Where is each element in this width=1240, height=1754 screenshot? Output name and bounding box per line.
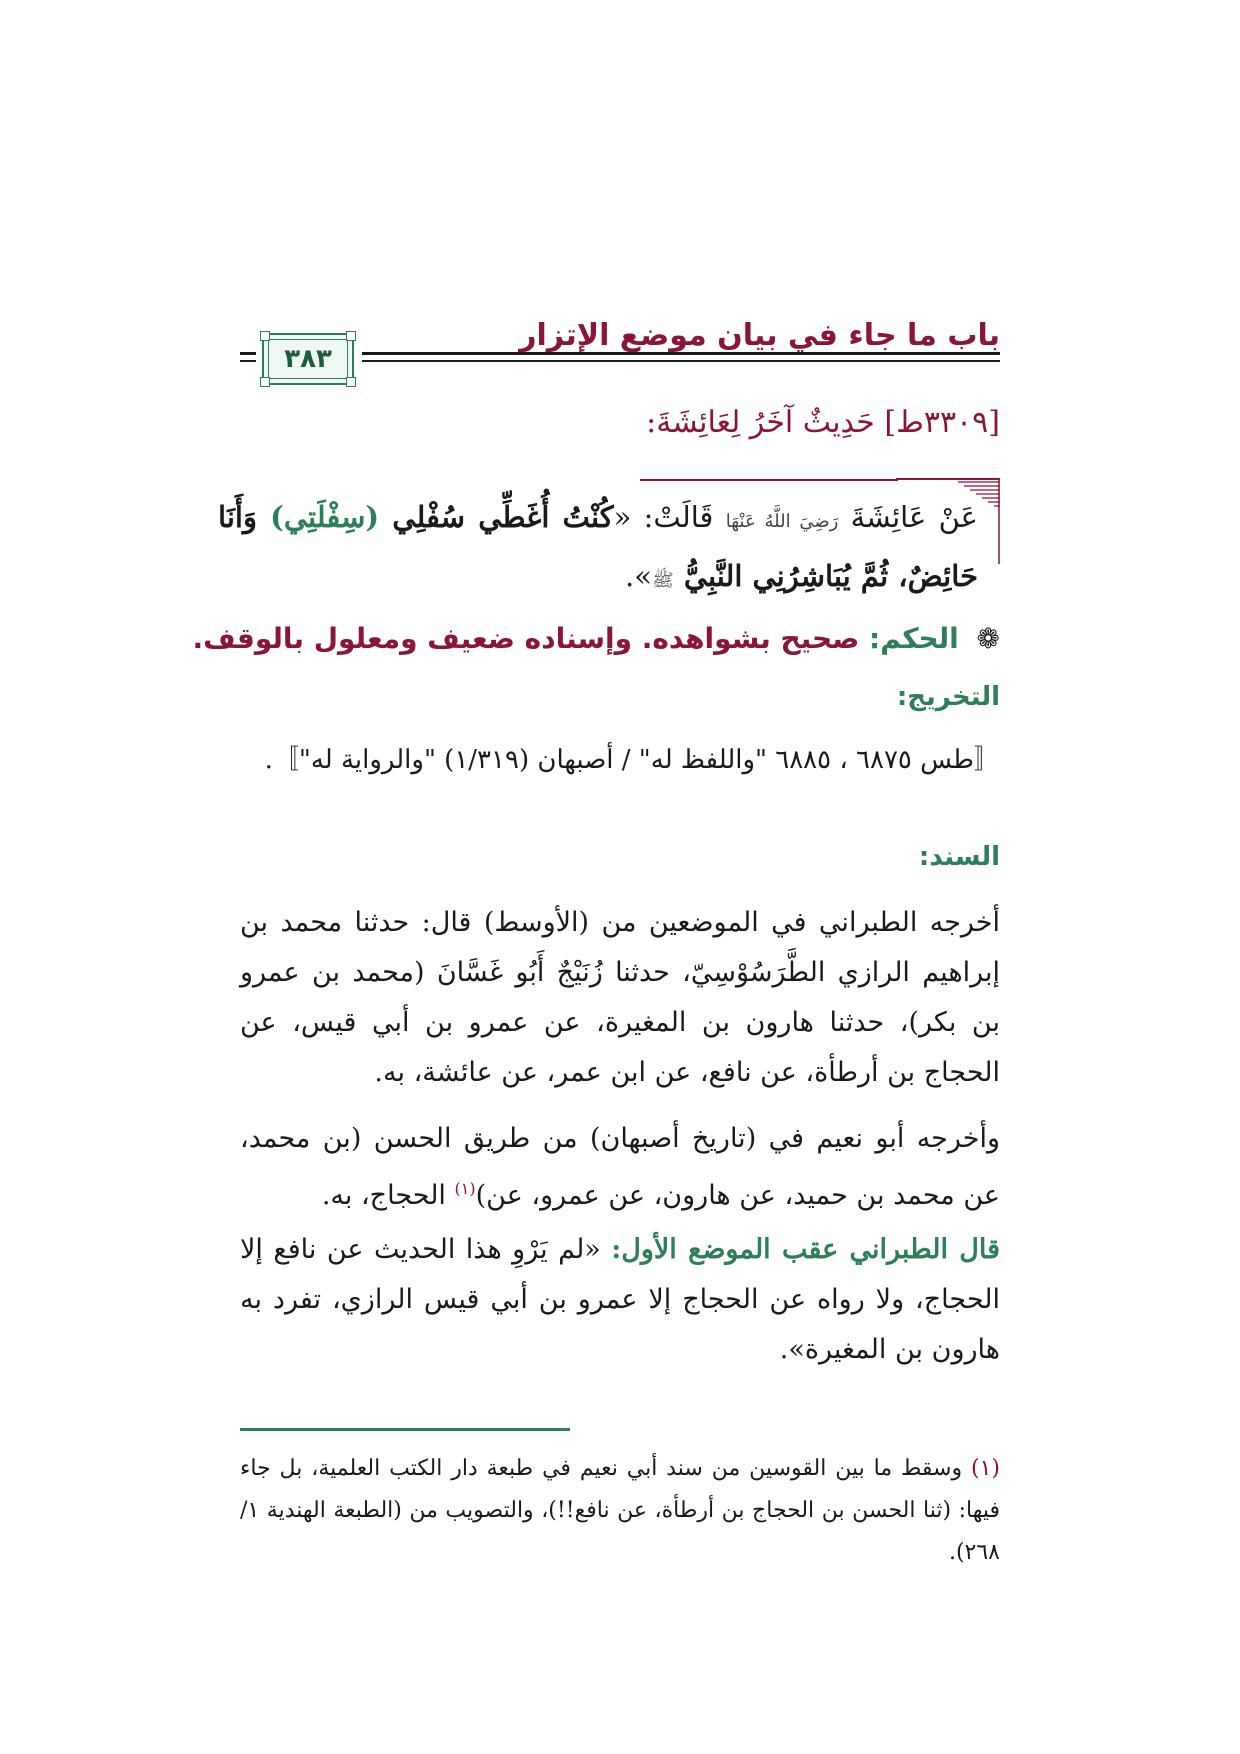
hadith-closing: ». xyxy=(625,559,652,593)
header-rule-right-lower xyxy=(362,360,1000,362)
header-rule-left xyxy=(240,352,256,355)
sanad-paragraph-1: أخرجه الطبراني في الموضعين من (الأوسط) قال: حدثنا محمد بن إبراهيم الرازي الطَّرَسُوْسِيّ، حدثنا زُنَيْجٌ أَبُو غَسَّانَ (محمد بن عمرو بن بكر)، حدثنا هارون بن المغيرة، عن عمرو بن أبي قيس، عن الحجاج بن أرطأة، عن نافع، عن ابن عمر، عن عائشة، به. xyxy=(240,907,1000,1088)
footnote-number: (١) xyxy=(970,1456,1000,1481)
ruling-label: الحكم: xyxy=(869,622,959,655)
flower-icon: ❁ xyxy=(976,622,1000,655)
sanad-paragraph-3 xyxy=(240,1225,1000,1375)
sanad-label: السند: xyxy=(918,842,1000,872)
footnote-ref: (١) xyxy=(454,1179,476,1198)
hadith-heading: [٣٣٠٩ط] حَدِيثٌ آخَرُ لِعَائِشَةَ: xyxy=(646,405,1000,440)
ruling-text: صحيح بشواهده. وإسناده ضعيف ومعلول بالوقف. xyxy=(192,622,860,655)
tabarani-lead: قال الطبراني عقب الموضع الأول: xyxy=(611,1234,1000,1265)
footnote-text: وسقط ما بين القوسين من سند أبي نعيم في طبعة دار الكتب العلمية، بل جاء فيها: (ثنا الحسن بن الحجاج بن أرطأة، عن نافع!!)، والتصويب من (الطبعة الهندية ١/ ٢٦٨). xyxy=(240,1456,1000,1565)
hadith-quote-a: كُنْتُ أُغَطِّي سُفْلِي xyxy=(379,500,614,534)
page-number: ٣٨٣ xyxy=(284,344,332,374)
sanad-p2-a: وأخرجه أبو نعيم في (تاريخ أصبهان) من طريق الحسن (بن محمد، عن محمد بن حميد، عن هارون، عن عمرو، عن) xyxy=(240,1123,1000,1211)
ruling xyxy=(193,622,1000,655)
footnote-separator xyxy=(240,1428,570,1431)
header-rule-left-lower xyxy=(240,360,256,362)
footnote xyxy=(240,1448,1000,1574)
sanad-p2-b: الحجاج، به. xyxy=(321,1180,455,1211)
tabarani-quote: «لم يَرْوِ هذا الحديث عن نافع إلا الحجاج، ولا رواه عن الحجاج إلا عمرو بن أبي قيس الرازي، تفرد به هارون بن المغيرة». xyxy=(240,1234,1000,1365)
hadith-said: قَالَتْ: « xyxy=(613,500,726,534)
hadith-quote-b: وَأَنَا حَائِضٌ، ثُمَّ يُبَاشِرُنِي النَّبِيُّ xyxy=(218,500,978,593)
honorific: رَضِيَ اللَّهُ عَنْهَا xyxy=(725,511,839,532)
hadith-box-top-rule xyxy=(640,479,898,481)
hadith-intro: عَنْ عَائِشَةَ xyxy=(838,500,978,534)
page-number-badge xyxy=(262,333,354,385)
sanad-paragraph-2 xyxy=(240,1114,1000,1221)
takhrij-text: 〚طس ٦٨٧٥ ، ٦٨٨٥ "واللفظ له" / أصبهان (١/٣١٩) "والرواية له"〛. xyxy=(264,745,1000,775)
takhrij-label: التخريج: xyxy=(896,682,1000,712)
hadith-variant: (سِفْلَتِي) xyxy=(270,500,380,534)
hadith-text xyxy=(218,490,978,608)
salutation: ﷺ xyxy=(652,570,674,591)
header-rule-right xyxy=(362,352,1000,355)
chapter-title: باب ما جاء في بيان موضع الإتزار xyxy=(519,318,1000,353)
